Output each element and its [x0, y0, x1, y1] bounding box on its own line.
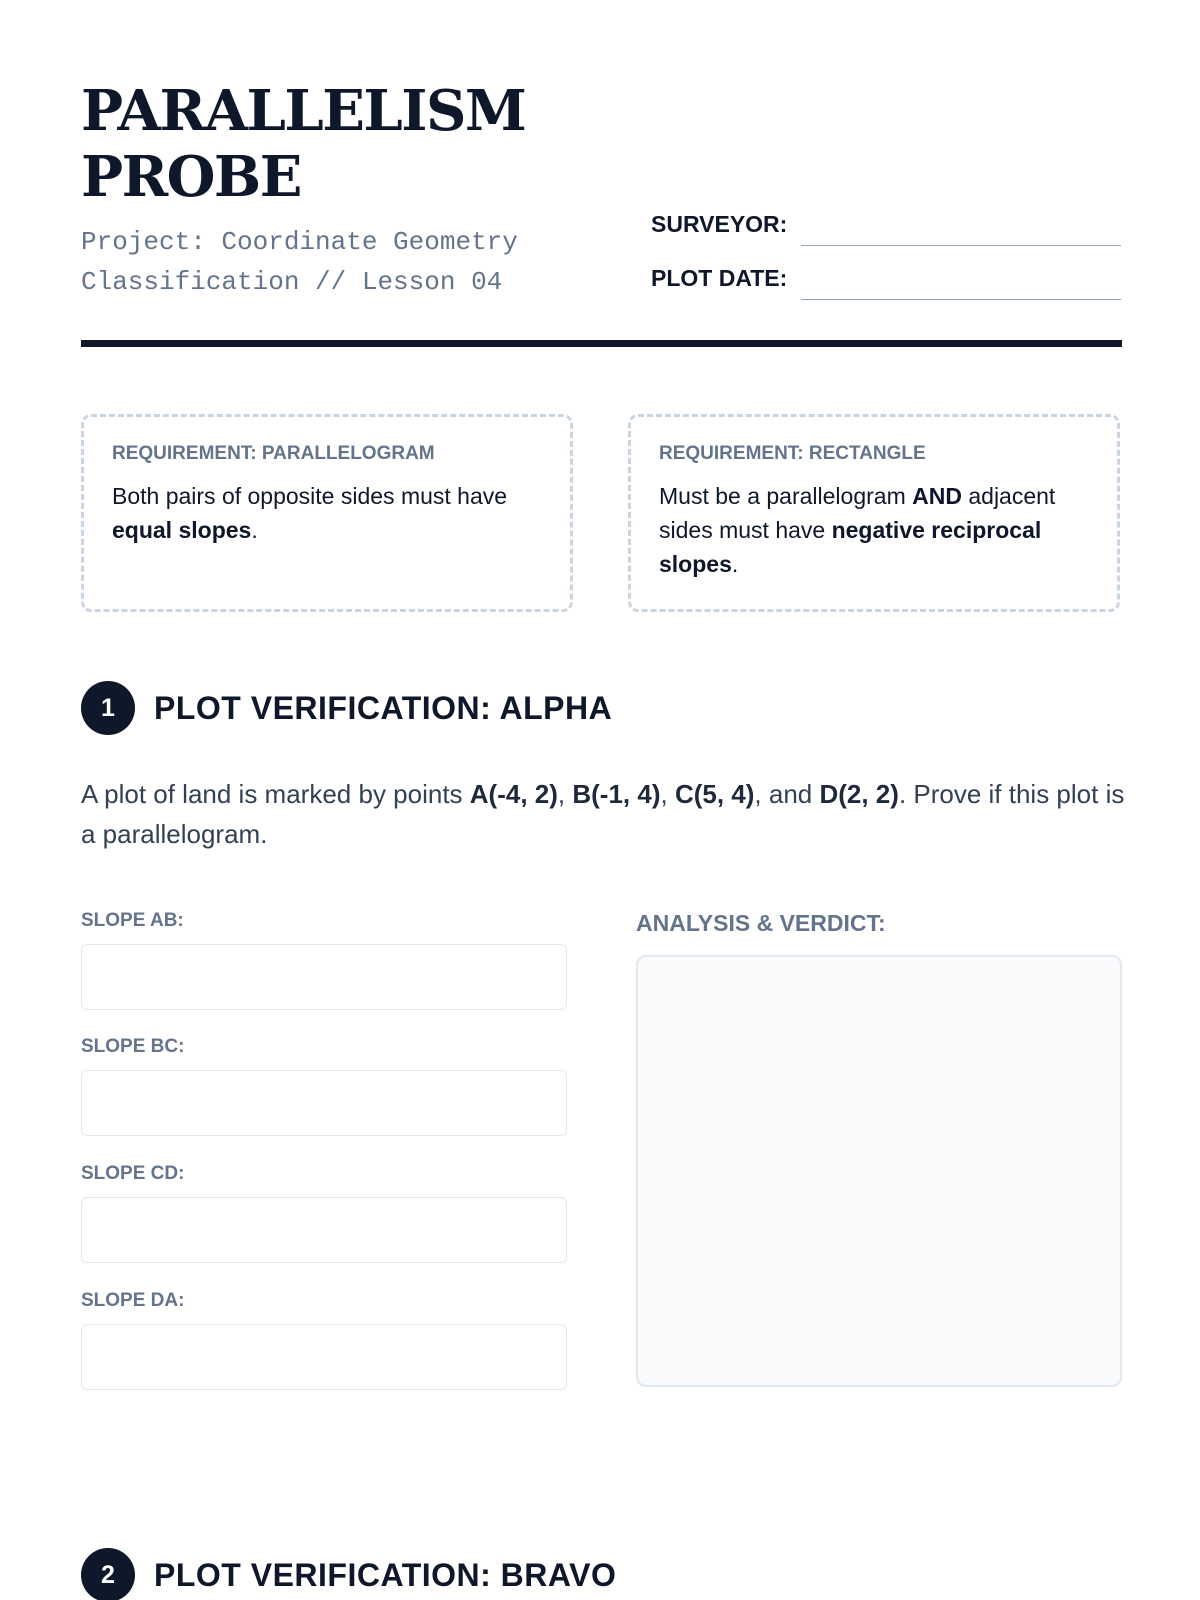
problem-statement [81, 774, 1131, 854]
plot-date-label: PLOT DATE: [651, 265, 788, 291]
analysis-verdict-label: ANALYSIS & VERDICT: [636, 910, 886, 936]
problem-separator: , [557, 779, 573, 809]
slope-cd-group [81, 1163, 567, 1263]
page-title [81, 78, 601, 210]
requirement-title: REQUIREMENT: RECTANGLE [659, 443, 926, 464]
page-subtitle-line-2: Classification // Lesson 04 [81, 267, 503, 297]
section-bravo-header [81, 1548, 981, 1600]
plot-date-input-line[interactable] [801, 299, 1121, 300]
slope-cd-input[interactable] [81, 1197, 567, 1263]
requirement-emphasis: equal slopes [112, 517, 252, 543]
point-d: D(2, 2) [819, 779, 899, 809]
requirement-text-part: Both pairs of opposite sides must have [112, 483, 508, 509]
slope-bc-input[interactable] [81, 1070, 567, 1136]
requirement-text-part: Must be a parallelogram [659, 483, 913, 509]
slope-da-group [81, 1290, 567, 1390]
problem-text-part: . Prove if this plot is a parallelogram. [81, 779, 1125, 849]
requirement-text [659, 479, 1089, 581]
surveyor-input-line[interactable] [801, 245, 1121, 246]
slope-ab-group [81, 910, 567, 1010]
requirement-text-part: . [251, 517, 258, 543]
slope-da-label: SLOPE DA: [81, 1290, 185, 1311]
slope-da-input[interactable] [81, 1324, 567, 1390]
plot-date-field[interactable] [651, 260, 1121, 300]
slope-bc-label: SLOPE BC: [81, 1036, 185, 1057]
page-title-line-1: PARALLELISM [81, 78, 526, 144]
analysis-verdict-textarea[interactable] [636, 955, 1122, 1387]
requirement-emphasis: AND [912, 483, 962, 509]
point-c: C(5, 4) [674, 779, 755, 809]
page-subtitle-line-1: Project: Coordinate Geometry [81, 227, 518, 257]
section-number-badge: 2 [81, 1548, 135, 1600]
requirement-text-part: adjacent sides must have [659, 483, 1056, 543]
requirement-text [112, 479, 542, 547]
section-alpha-header [81, 681, 981, 735]
slope-ab-input[interactable] [81, 944, 567, 1010]
problem-separator: , [660, 779, 675, 809]
slope-bc-group [81, 1036, 567, 1136]
header-divider [81, 340, 1122, 347]
requirement-title: REQUIREMENT: PARALLELOGRAM [112, 443, 435, 464]
problem-separator: , and [754, 779, 820, 809]
section-title: PLOT VERIFICATION: ALPHA [154, 690, 613, 726]
slope-ab-label: SLOPE AB: [81, 910, 184, 931]
section-number-badge: 1 [81, 681, 135, 735]
requirement-text-part: . [731, 551, 739, 577]
section-title: PLOT VERIFICATION: BRAVO [154, 1557, 617, 1593]
page-title-line-2: PROBE [81, 144, 301, 210]
slope-cd-label: SLOPE CD: [81, 1163, 185, 1184]
requirement-emphasis: negative reciprocal slopes [659, 517, 1042, 577]
requirement-parallelogram-card [81, 414, 573, 612]
point-b: B(-1, 4) [572, 779, 661, 809]
requirement-rectangle-card [628, 414, 1120, 612]
page-subtitle [81, 222, 581, 302]
surveyor-field[interactable] [651, 206, 1121, 246]
problem-text-part: A plot of land is marked by points [81, 779, 470, 809]
surveyor-label: SURVEYOR: [651, 211, 788, 237]
point-a: A(-4, 2) [469, 779, 558, 809]
